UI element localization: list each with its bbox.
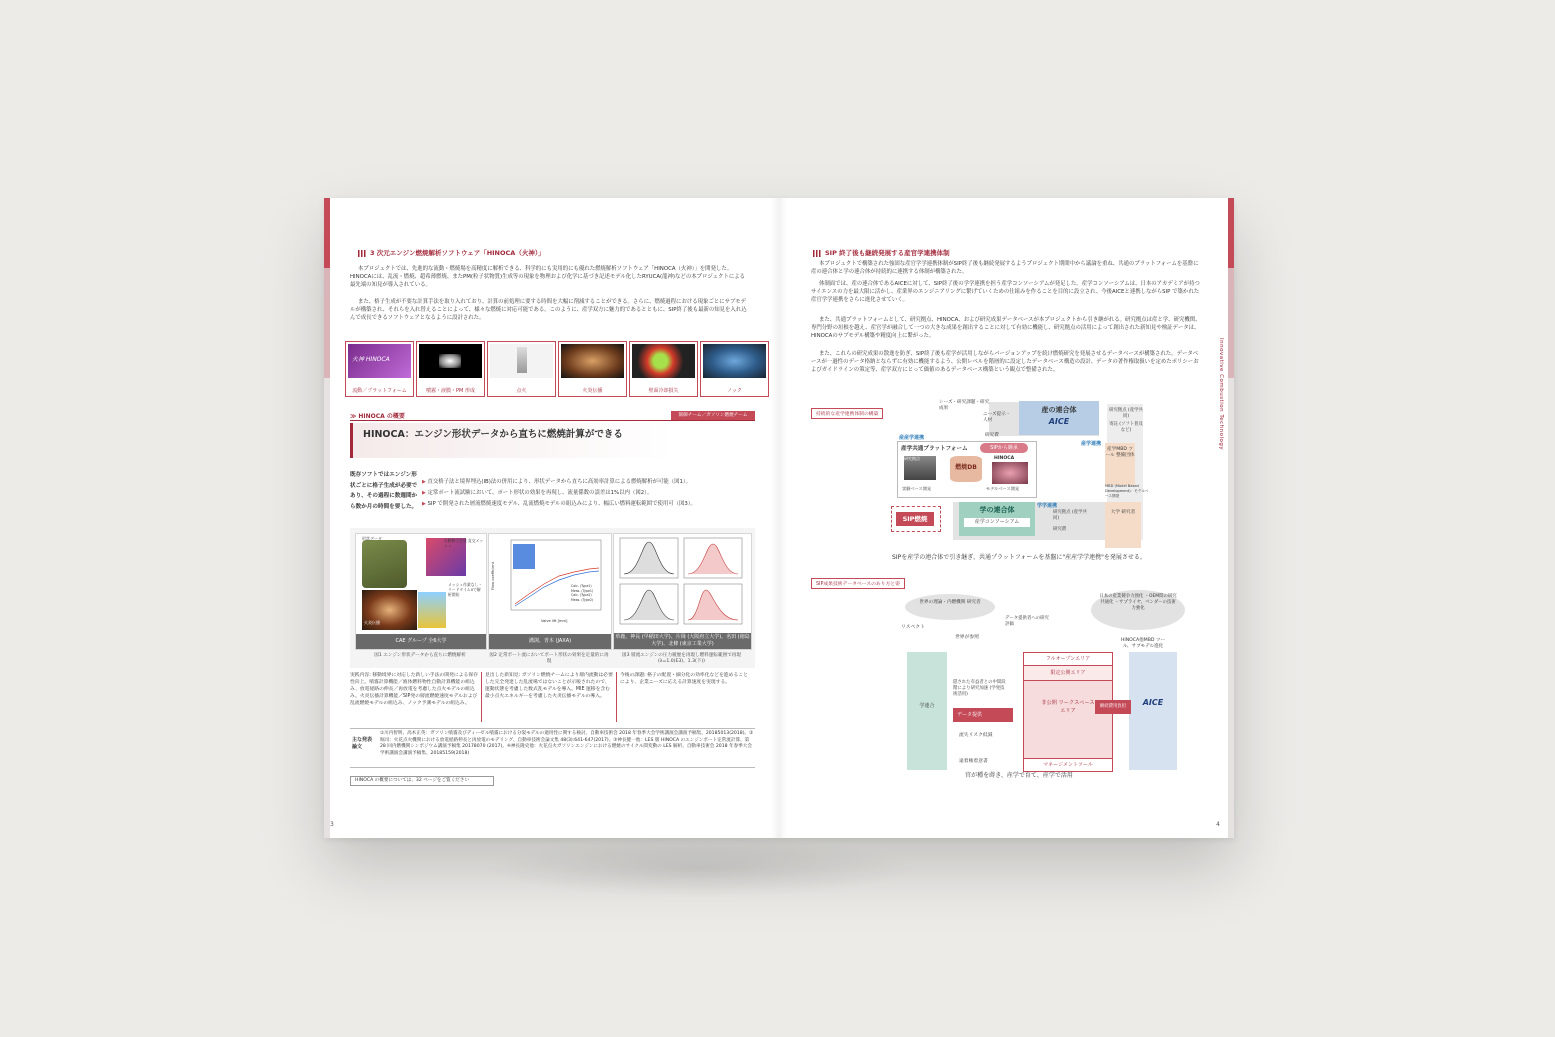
fig1-label-flame: 火炎伝播: [364, 620, 380, 625]
hinoca-image: [992, 462, 1028, 484]
mbd-box: [1105, 443, 1135, 485]
lead-text: 既存ソフトではエンジン形状ごとに格子生成が必要であり、その過程に数週間から数か月の時間を要した。: [350, 472, 418, 510]
references-block: [350, 728, 755, 768]
right-section-title: SIP 終了後も継続発展する産官学連携体制: [813, 248, 950, 257]
thumb-image: [490, 344, 553, 378]
mbd-label: 産学MBD ツール 整備団体: [1105, 447, 1135, 458]
aice-logo: AICE: [1048, 417, 1070, 426]
left-intro-1: 本プロジェクトでは、先進的な流動・燃焼場を高精度に解析できる、科学的にも実用的にも優れた燃焼解析ソフトウェア「HINOCA（火神）」を開発した。HINOCAには、乱流・燃焼、超希薄燃焼、またPM(粒子状物質)生成等の現象を物理および化学に基づき記述モデル化したRYUCA(龍神)などの本プロジェクトによる最先端の知見が導入されている。: [350, 266, 746, 288]
right-body-1: 本プロジェクトで構築された強固な産官学学連携体制がSIP終了後も継続発展するようプロジェクト期間中から議論を重ね、共通のプラットフォームを基盤に産の連合体と学の連合体が持続的に連携する体制が構築された。: [811, 261, 1199, 276]
gaku-lab-label: 研究拠点 (産学共同): [1053, 510, 1087, 521]
fig1-bar: CAE グループ 全6大学: [356, 634, 486, 649]
thumb-image: [703, 344, 766, 378]
fig1-label-mesh: 自動格子生成 直交メッシュ: [444, 538, 484, 548]
thumb-caption: 点火: [516, 388, 527, 394]
needs-label: ニーズ提示・人材: [983, 412, 1011, 423]
lab-label: 研究拠点: [904, 456, 920, 461]
bullet-list: [422, 477, 757, 510]
right-body-4: また、これらの研究成果の散逸を防ぎ、SIP終了後も産学が活用しながらバージョンアップを続け燃焼研究を発展させるデータベースが構築された。データベースが一過性のデータ格納とならずに有効に機能するよう、公開レベルを階層的に設定したデータベース構造の設計、データの著作権取扱いを定めたポリシーおよびガイドラインの策定等、産学双方にとって価値のあるデータベース構築という観点で整備された。: [811, 351, 1199, 374]
thumb-knock: [700, 341, 769, 397]
continue-cost-label: 継続費用負担: [1099, 704, 1127, 709]
sip-label: SIP燃焼: [896, 512, 934, 526]
rights-label: 遠着権着意書: [959, 759, 988, 764]
thumb-caption: 壁面冷却損失: [648, 388, 679, 394]
platform-box: [897, 441, 1037, 498]
academia-column: [907, 652, 947, 770]
sangaku2-label: 産学連携: [1081, 441, 1102, 447]
fig2-legend-item: Meas. (Type1): [571, 588, 594, 593]
column-divider: [616, 672, 617, 722]
page-gutter: [771, 198, 787, 838]
full-open-area: フルオープンエリア: [1024, 653, 1112, 666]
thumb-image: [419, 344, 482, 378]
page-number-right: 4: [1216, 821, 1220, 828]
thumb-image: [348, 344, 411, 378]
hinoca-mbd-label: HINOCA他MBD ツール、サブモデル進化: [1120, 638, 1166, 649]
future-column: 今後の課題: 格子の配置・細分化の効率化などを進めることにより、企業ニーズに応える計算速度を実現する。: [620, 673, 748, 685]
aice-column: [1129, 652, 1177, 770]
world-label: 世界が参照: [955, 635, 979, 640]
lab-label: 研究拠点 (産学共同): [1109, 408, 1143, 419]
thumb-caption: 流動／プラットフォーム: [352, 388, 407, 394]
practice-column: 実践内容: 移動境界に対応した新しい手法の開発による保存性向上。噴霧計算機能／液体燃料物性自動計算機能の組込み、放電経路の伸長／再放電を考慮した点火モデルの組込み。火炎伝播計算機能／SIP発の層流燃焼速度モデルおよび乱流燃焼モデルの組込み、ノック予測モデルの組込み。: [350, 673, 478, 706]
thumb-caption: 火炎伝播: [582, 388, 603, 394]
thumb-ignition: [487, 341, 556, 397]
diagram2: [855, 590, 1185, 790]
hinoca-logo: 火神 HINOCA: [352, 356, 390, 363]
fig2-legend-item: Calc. (Type2): [571, 593, 592, 597]
left-intro-2: また、格子生成が不要な計算手法を取り入れており、計算の前処理に要する時間を大幅に削減することができる。さらに、燃焼過程における現象ごとにサブモデルが構築され、それらを入れ替えることによって、様々な燃焼に対応可能である。このように、産学双方に魅力的であるとともに、SIP終了後も最新の知見を入れ込んで成長できるソフトウェアとなるように設計された。: [350, 299, 747, 321]
thumb-caption: ノック: [727, 388, 742, 394]
data-provide-arrow: [953, 708, 1013, 722]
risk-label: 流失リスク低減: [959, 733, 993, 738]
thumb-flame: [558, 341, 627, 397]
private-area: 非公開 ワークスペース エリア: [1041, 700, 1095, 714]
page-number-left: 3: [330, 821, 334, 828]
note-box: HINOCA の概要については、32 ページをご覧ください: [350, 776, 494, 786]
hinoca-overview-band: [350, 411, 755, 421]
cloud-right-text: 日本の産業競争力強化 ・OEM間の研究共通化 ・サプライヤ、ベンダーの技術力強化: [1099, 594, 1177, 611]
experiment-label: 実験ベース開発: [902, 486, 932, 491]
engine-model-image: [362, 540, 407, 588]
bullet-2: ▶ 定常ポート流試験において、ポート形状の効果を再現し、流量係数の誤差は1%以内（図2）。: [422, 488, 757, 499]
fig2-chart: [489, 534, 609, 632]
seeds-label: シーズ・研究課題・研究成果: [939, 400, 990, 411]
cloud-right: [1091, 590, 1185, 630]
db-cylinder: [950, 456, 982, 482]
refs-text: ①川内智明、高木正英：ガソリン噴霧及びディーゼル噴霧における分裂モデルの適用性に関する検討、自動車技術会 2018 年春季大会学術講演会講演予稿集、20185013(2018)。②堀司：火花点火機関における放電経路伸長と再放電のモデリング、自動車技術会論文集 48(3):641-647(2017)。③神長健一他：LES 版 HINOCA のエンジンポート定常流計算、第 28 回内燃機関シンポジウム講演予稿集 20178070 (2017)。④神長隆史他：火花点火ガソリンエンジンにおける燃焼のサイクル間変動の LES 解析、自動車技術会 2018 年春季大会学術講演会講演予稿集、20185159(2018): [380, 731, 754, 756]
aice-logo: AICE: [1142, 698, 1164, 707]
cloud-left-text: 世界の理論・内燃機関 研究者: [919, 600, 981, 605]
respect-label: リスペクト: [901, 625, 925, 630]
lidar-image: [418, 592, 446, 628]
figure-1: [355, 533, 487, 650]
diagram1-label: 持続的な産学連携体制の構築: [811, 408, 883, 419]
academia-label: 学の連合体: [979, 506, 1015, 514]
fig2-ylabel: Flow coefficient: [491, 561, 496, 591]
right-body-2: 体制面では、産の連合体であるAICEに対して、SIP終了後の学学連携を担う産学コンソーシアムが発足した。産学コンソーシアムは、日本のアカデミアが持つサイエンスの力を最大限に活かし、産業界のエンジニアリングに繋げていくための仕組みを作ることを目的に設立され、今後AICEと連携しながらSIP で築かれた産官学学連携をさらに進化させていく。: [811, 281, 1200, 304]
left-page: [324, 198, 779, 838]
consortium-label: 産学コンソーシアム: [964, 518, 1030, 527]
model-label: モデルベース開発: [986, 486, 1020, 491]
fund-label: 研究費: [985, 433, 999, 438]
figure-3: [613, 533, 752, 650]
sip-box: [891, 506, 941, 532]
fig2-legend: [571, 584, 593, 602]
refs-label: 主な発表論文: [352, 737, 373, 750]
right-page: [779, 198, 1234, 838]
thumb-image: [561, 344, 624, 378]
academia-column-label: 学連合: [919, 703, 935, 709]
figure-2: [488, 533, 612, 650]
band-label: ≫ HINOCA の概要: [350, 413, 405, 420]
fig2-legend-item: Meas. (Type2): [571, 597, 594, 602]
thumb-caption: 噴霧・液膜・PM 形成: [426, 388, 475, 394]
univ-label: 大学 研究者: [1110, 510, 1136, 515]
band-team-tag: 制御チーム／ガソリン燃焼チーム: [671, 411, 755, 420]
univ-box: [1105, 502, 1141, 548]
gakugaku-label: 学学連携: [1037, 503, 1058, 509]
fig2-xlabel: Valve lift [mm]: [541, 619, 568, 623]
bullet-3: ▶ SIP で開発された層流燃焼速度モデル、乱流燃焼モデルの組込みにより、幅広い燃料運転範囲で使用可（図3）。: [422, 499, 757, 510]
diagram1-caption: SIPを産学の連合体で引き継ぎ、共通プラットフォームを基盤に"産産学学連携"を発展させる。: [892, 554, 1146, 561]
industry-label: 産の連合体: [1041, 406, 1077, 414]
fig1-caption: 図1 エンジン形状データから直ちに燃焼解析: [374, 653, 466, 658]
fig3-bar: 草鹿、神長 (早稲田大学)、片岡 (大阪府立大学)、名田 (徳島大学)、北條 (東京工業大学): [615, 634, 750, 647]
management-tool: マネージメントツール: [1024, 758, 1112, 771]
thumb-wall-loss: [629, 341, 698, 397]
fig1-label-shape: 形状データ: [362, 536, 382, 541]
platform-title: 産学共通プラットフォーム: [901, 446, 968, 452]
thumb-flow: [345, 341, 414, 397]
db-label: 燃焼DB: [955, 464, 977, 471]
right-body-3: また、共通プラットフォームとして、研究拠点、HINOCA、および研究成果データベースが本プロジェクトから引き継がれる。研究拠点は産と学、研究機関、専門分野の垣根を越え、産官学が融合して一つの大きな成果を創出することに対して有効に機能し、研究拠点の活用によって創出された新知見や検証データは、HINOCAのサブモデル構築や精度向上に繋がった。: [811, 317, 1201, 340]
findings-column: 見出した新知見: ガソリン燃焼チームにより層内流動は必要した完全発達した乱流場ではないことが示唆されたので、運動状態を考慮した数式乱モデルを導入。MIE 運移を含む最小点火エネルギーを考慮した火炎伝播モデルの導入。: [485, 673, 613, 699]
cloud-left: [905, 594, 995, 620]
academia-box: [959, 502, 1035, 536]
vertical-series-title: Innovative Combustion Technology: [1218, 338, 1224, 451]
bullet-1: ▶ 直交格子法と境界埋込(IB)法の併用により、形状データから直ちに高効率計算による燃焼解析が可能（図1）。: [422, 477, 757, 488]
column-divider: [481, 672, 482, 722]
fig2-legend-item: Calc. (Type1): [571, 584, 592, 588]
deposit-label: 寄託 (ソフト普及など): [1109, 422, 1143, 433]
diagram1: [869, 398, 1189, 546]
sip-continue-badge: SIPから継承: [980, 443, 1028, 453]
industry-box: [1019, 401, 1099, 435]
fig2-bar: 溝渕、青木 (JAXA): [489, 634, 611, 649]
fig3-charts: [614, 534, 751, 632]
fig1-label-lead: メッシュ作業なし・リードタイム0で解析開始: [448, 582, 483, 597]
left-section-title: 3 次元エンジン燃焼解析ソフトウェア「HINOCA（火神）」: [358, 248, 545, 257]
continue-cost-arrow: [1095, 700, 1131, 714]
diagram2-label: SIP成果技術データベースのあり方と姿: [811, 578, 905, 589]
fig3-caption: 図3 層流エンジンの圧力履歴を再現し燃料運転範囲で再現(λ=1.0(E3)、1.3(下)): [622, 653, 741, 664]
limited-area: 限定公開エリア: [1024, 666, 1112, 681]
section-grid-icon: [813, 250, 821, 257]
mbd-note: MBD (Model Based Development)：モデルベース開発: [1105, 484, 1149, 498]
diagram2-caption: 官が種を蒔き、産学で育て、産学で活用: [965, 772, 1073, 779]
hinoca-label: HINOCA: [994, 456, 1015, 461]
section-grid-icon: [358, 250, 366, 257]
book-shadow: [480, 838, 920, 898]
gaku-fund-label: 研究費: [1053, 527, 1067, 532]
fig2-caption: 図2 定常ポート流においてポート形状の効果を定量的に再現: [489, 653, 609, 664]
hinoca-headline: HINOCA：エンジン形状データから直ちに燃焼計算ができる: [350, 423, 755, 458]
hidden-label: 隠された有益者との中間段階により研究加速 (学発技術活用): [953, 680, 1006, 697]
thumb-spray: [416, 341, 485, 397]
data-provide-label: データ提供: [957, 712, 983, 718]
thumb-image: [632, 344, 695, 378]
provider-label: データ提供者への研究評価: [1005, 616, 1049, 627]
sangaku-label: 産産学連携: [899, 435, 925, 441]
book-spread: [324, 198, 1234, 838]
